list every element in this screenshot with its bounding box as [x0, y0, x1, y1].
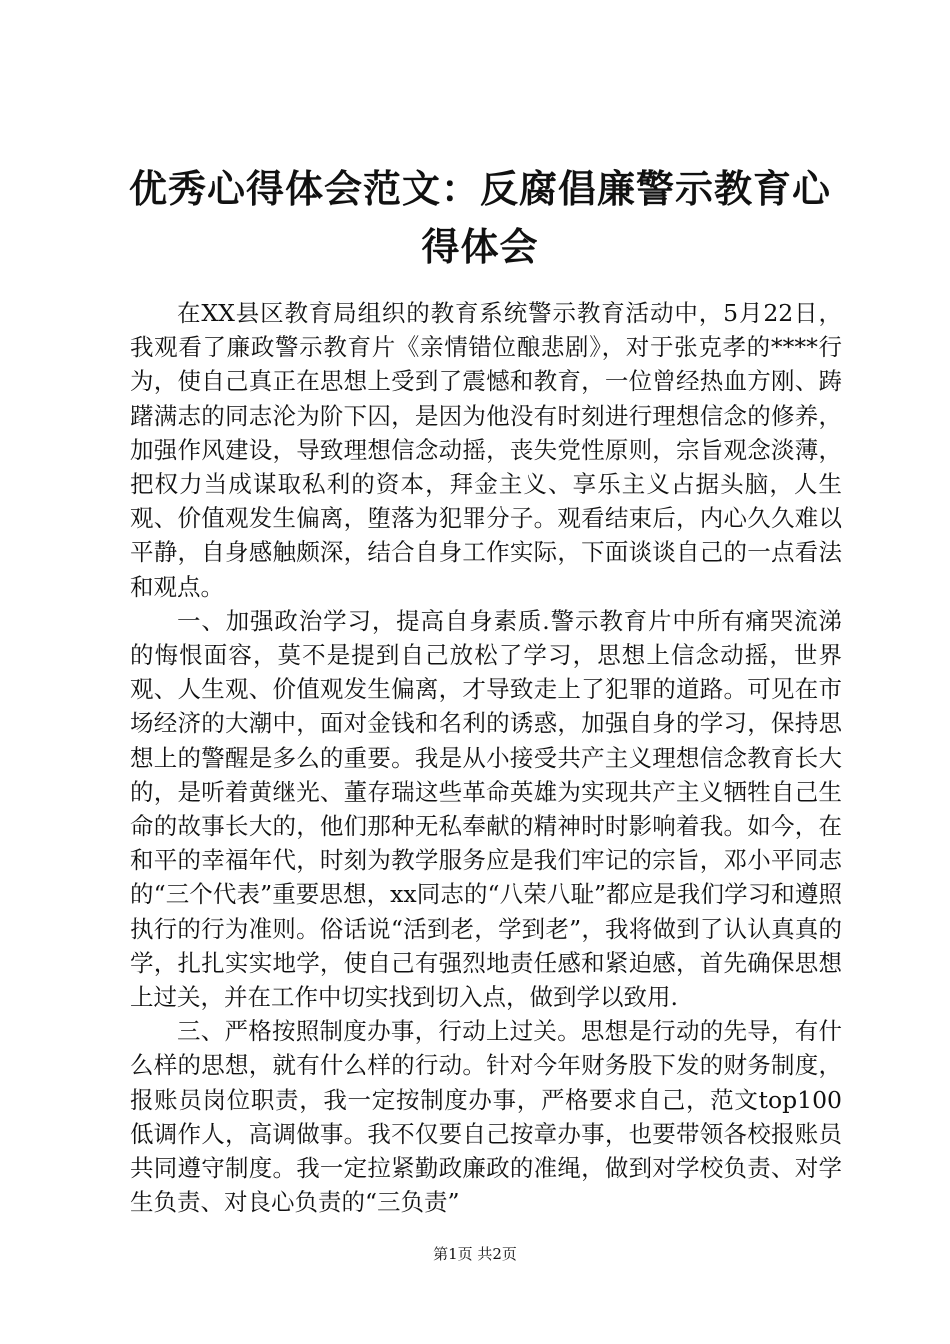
paragraph-section-one: 一、加强政治学习，提高自身素质.警示教育片中所有痛哭流涕的悔恨面容，莫不是提到自己放松了学习，思想上信念动摇，世界观、人生观、价值观发生偏离，才导致走上了犯罪的道路。可见在市场经济的大潮中，面对金钱和名利的诱惑，加强自身的学习，保持思想上的警醒是多么的重要。我是从小接受共产主义理想信念教育长大的，是听着黄继光、董存瑞这些革命英雄为实现共产主义牺牲自己生命的故事长大的，他们那种无私奉献的精神时时影响着我。如今，在和平的幸福年代，时刻为教学服务应是我们牢记的宗旨，邓小平同志的“三个代表”重要思想，xx同志的“八荣八耻”都应是我们学习和遵照执行的行为准则。俗话说“活到老，学到老”，我将做到了认认真真的学，扎扎实实地学，使自己有强烈地责任感和紧迫感，首先确保思想上过关，并在工作中切实找到切入点，做到学以致用. — [130, 606, 842, 1012]
paragraph-intro: 在XX县区教育局组织的教育系统警示教育活动中，5月22日，我观看了廉政警示教育片《亲情错位酿悲剧》，对于张克孝的****行为，使自己真正在思想上受到了震憾和教育，一位曾经热血方刚、踌躇满志的同志沦为阶下囚，是因为他没有时刻进行理想信念的修养，加强作风建设，导致理想信念动摇，丧失党性原则，宗旨观念淡薄，把权力当成谋取私利的资本，拜金主义、享乐主义占据头脑，人生观、价值观发生偏离，堕落为犯罪分子。观看结束后，内心久久难以平静，自身感触颇深，结合自身工作实际，下面谈谈自己的一点看法和观点。 — [130, 299, 842, 601]
document-title: 优秀心得体会范文：反腐倡廉警示教育心得体会 — [128, 166, 831, 269]
document-body — [130, 296, 842, 1219]
paragraph-section-three: 三、严格按照制度办事，行动上过关。思想是行动的先导，有什么样的思想，就有什么样的行动。针对今年财务股下发的财务制度，报账员岗位职责，我一定按制度办事，严格要求自己，范文top100低调作人，高调做事。我不仅要自己按章办事，也要带领各校报账员共同遵守制度。我一定拉紧勤政廉政的准绳，做到对学校负责、对学生负责、对良心负责的“三负责” — [130, 1017, 842, 1217]
page-footer: 第1页 共2页 — [433, 1245, 517, 1263]
